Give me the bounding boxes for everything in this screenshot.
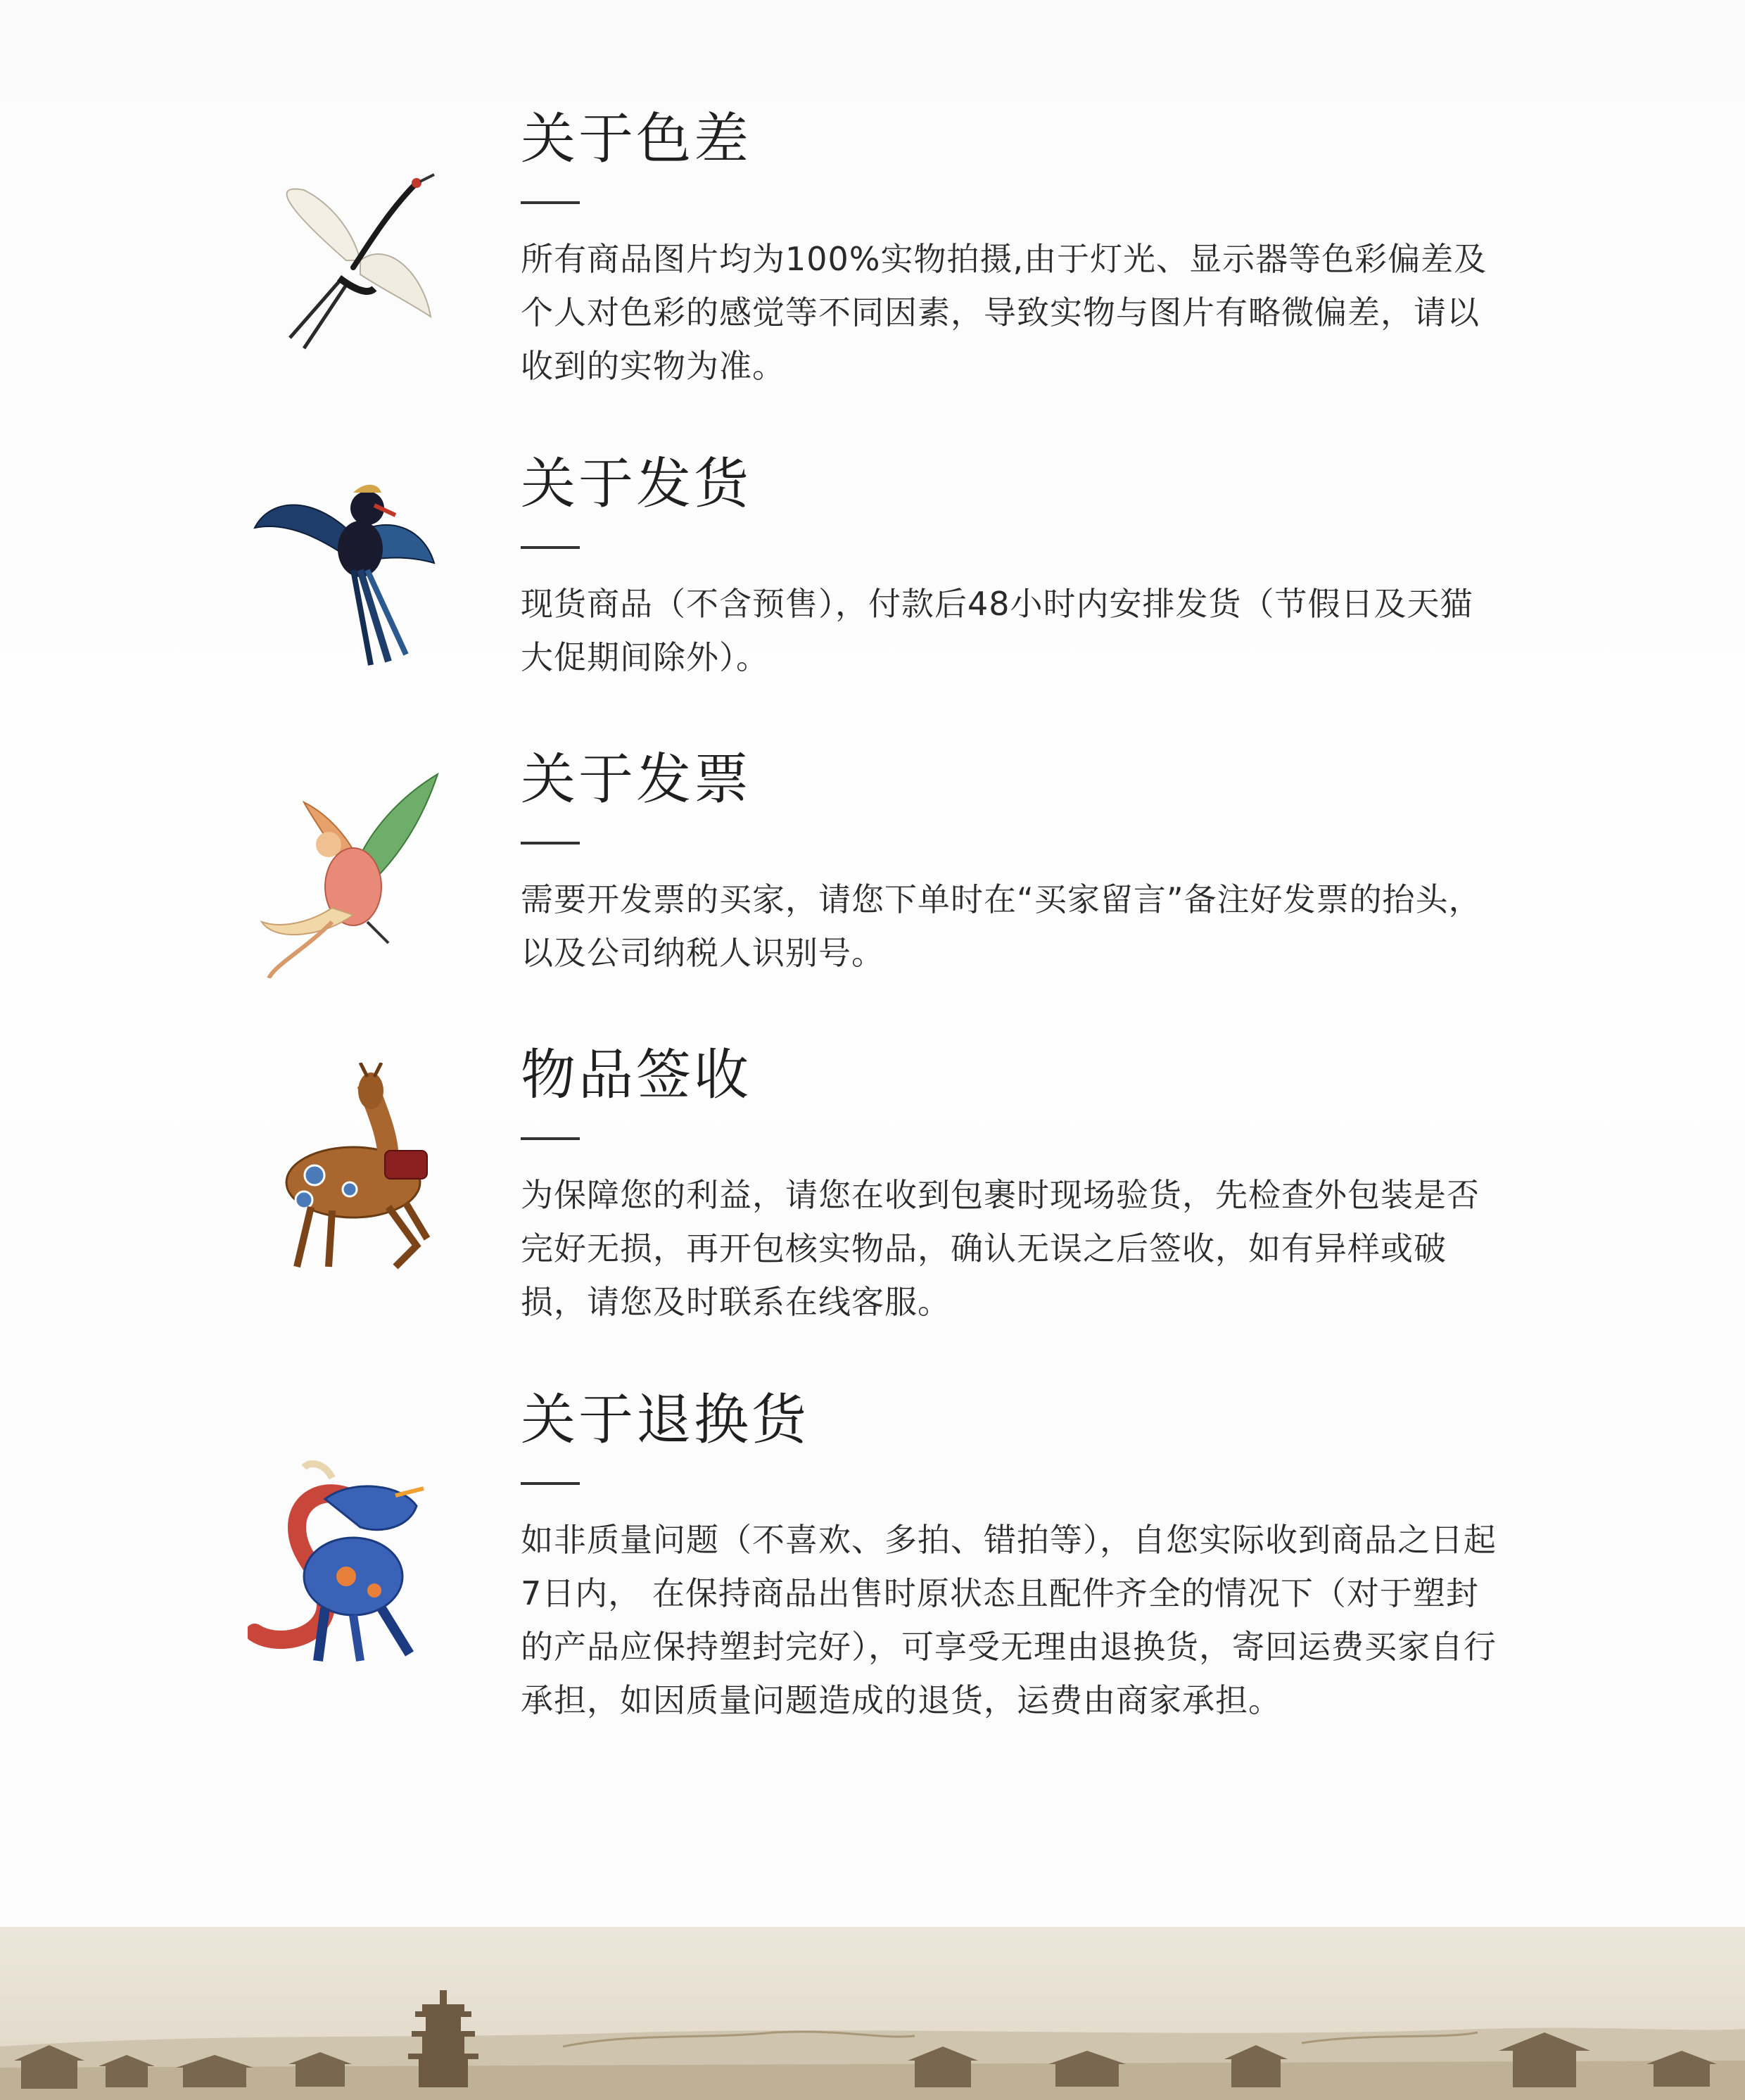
section-text: 现货商品（不含预售），付款后48小时内安排发货（节假日及天猫大促期间除外）。 — [521, 585, 1473, 676]
section-text: 为保障您的利益，请您在收到包裹时现场验货，先检查外包装是否完好无损，再开包核实物品，确认无误之后签收，如有异样或破损，请您及时联系在线客服。 — [521, 1176, 1480, 1321]
section-text: 需要开发票的买家，请您下单时在“买家留言”备注好发票的抬头，以及公司纳税人识别号。 — [521, 880, 1482, 972]
section-title: 关于发货 — [521, 453, 752, 516]
qilin-icon — [248, 1457, 445, 1668]
title-divider — [521, 1137, 580, 1140]
phoenix-icon — [248, 767, 445, 978]
section-text: 如非质量问题（不喜欢、多拍、错拍等），自您实际收到商品之日起7日内， 在保持商品出售时原状态且配件齐全的情况下（对于塑封的产品应保持塑封完好），可享受无理由退换货，寄回运费买家自行承担，如因质量问题造成的退货，运费由商家承担。 — [521, 1521, 1497, 1719]
title-divider — [521, 546, 580, 549]
title-divider — [521, 1482, 580, 1485]
section-text: 所有商品图片均为100%实物拍摄,由于灯光、显示器等色彩偏差及个人对色彩的感觉等不同因素，导致实物与图片有略微偏差，请以收到的实物为准。 — [521, 240, 1487, 385]
crane-icon — [248, 162, 445, 373]
title-divider — [521, 201, 580, 204]
magpie-icon — [248, 464, 445, 676]
ancient-town-scene-icon — [0, 1927, 1745, 2100]
section-title: 关于发票 — [521, 748, 752, 811]
section-title: 关于退换货 — [521, 1389, 810, 1452]
deer-icon — [248, 1063, 445, 1274]
footer-ancient-town-scene — [0, 1927, 1745, 2100]
section-title: 关于色差 — [521, 108, 752, 171]
title-divider — [521, 842, 580, 845]
section-title: 物品签收 — [521, 1044, 752, 1107]
